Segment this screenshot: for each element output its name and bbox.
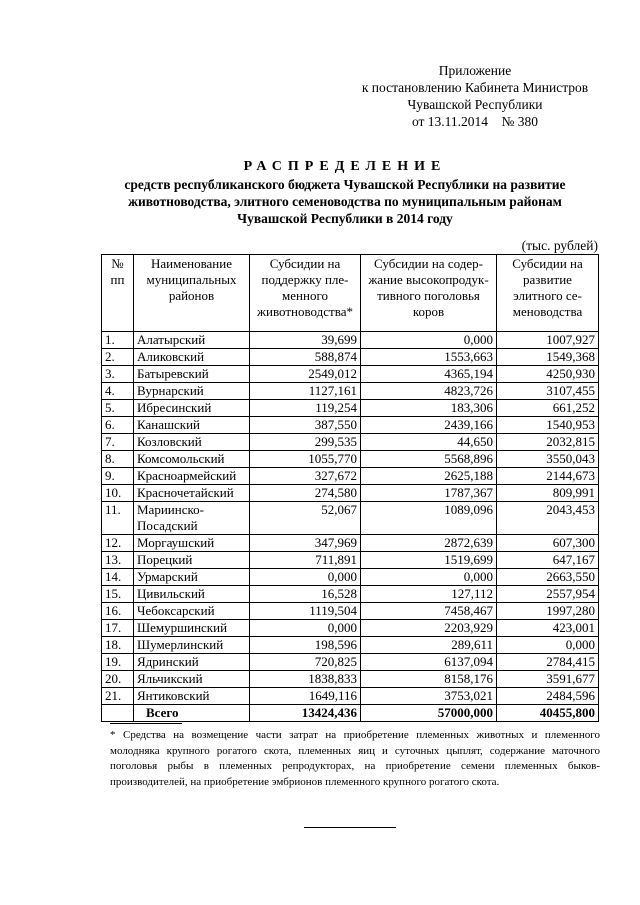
cows-subsidy: 0,000: [361, 569, 497, 586]
cows-subsidy: 6137,094: [361, 654, 497, 671]
district-name: Батыревский: [134, 366, 250, 383]
cows-subsidy: 2872,639: [361, 535, 497, 552]
district-name: Аликовский: [134, 349, 250, 366]
district-name: Цивильский: [134, 586, 250, 603]
table-row: [102, 383, 599, 400]
title-line-1: средств республиканского бюджета Чувашской Республики на развитие: [124, 177, 566, 192]
district-name: Канашский: [134, 417, 250, 434]
row-number: 4.: [102, 383, 134, 400]
district-name: Чебоксарский: [134, 603, 250, 620]
breeding-subsidy: 0,000: [250, 569, 361, 586]
table-row: [102, 535, 599, 552]
cows-subsidy: 0,000: [361, 332, 497, 349]
footnote: * Средства на возмещение части затрат на приобретение племенных животных и племенного молодняка крупного рогатого скота, племенных яиц и суточных цыплят, содержание маточного поголовья рыбы в племенных репродукторах, на приобретение семени племенных быков-производителей, на приобретение эмбрионов племенного крупного рогатого скота.: [110, 729, 600, 788]
breeding-subsidy: 198,596: [250, 637, 361, 654]
table-total-row: [102, 705, 599, 722]
seed-subsidy: 2043,453: [497, 502, 599, 535]
breeding-subsidy: 2549,012: [250, 366, 361, 383]
breeding-subsidy: 1649,116: [250, 688, 361, 705]
table-row: [102, 485, 599, 502]
table-row: [102, 349, 599, 366]
row-number: 5.: [102, 400, 134, 417]
table-row: [102, 688, 599, 705]
units-label: (тыс. рублей): [521, 238, 598, 253]
table-row: [102, 620, 599, 637]
breeding-subsidy: 1838,833: [250, 671, 361, 688]
district-name: Ядринский: [134, 654, 250, 671]
cows-subsidy: 1553,663: [361, 349, 497, 366]
cows-subsidy: 1519,699: [361, 552, 497, 569]
header-col1: [250, 255, 361, 332]
seed-subsidy: 647,167: [497, 552, 599, 569]
end-divider: [304, 827, 396, 828]
breeding-subsidy: 347,969: [250, 535, 361, 552]
breeding-subsidy: 119,254: [250, 400, 361, 417]
row-number: 14.: [102, 569, 134, 586]
cows-subsidy: 5568,896: [361, 451, 497, 468]
appendix-title: Приложение: [438, 63, 512, 78]
district-name: Шемуршинский: [134, 620, 250, 637]
district-name: Ибресинский: [134, 400, 250, 417]
row-number: 18.: [102, 637, 134, 654]
seed-subsidy: 2663,550: [497, 569, 599, 586]
seed-subsidy: 809,991: [497, 485, 599, 502]
header-name-text: Наименование муниципальных районов: [146, 256, 237, 303]
total-empty-cell: [102, 705, 134, 722]
district-name: Яльчикский: [134, 671, 250, 688]
breeding-subsidy: 274,580: [250, 485, 361, 502]
district-name: Янтиковский: [134, 688, 250, 705]
table-row: [102, 569, 599, 586]
row-number: 12.: [102, 535, 134, 552]
cows-subsidy: 127,112: [361, 586, 497, 603]
seed-subsidy: 1997,280: [497, 603, 599, 620]
appendix-republic: Чувашской Республики: [407, 97, 543, 112]
row-number: 13.: [102, 552, 134, 569]
district-name: Козловский: [134, 434, 250, 451]
header-col3-text: Субсидии на развитие элитного се- меноводства: [512, 256, 583, 319]
cows-subsidy: 4365,194: [361, 366, 497, 383]
breeding-subsidy: 1127,161: [250, 383, 361, 400]
table-row: [102, 654, 599, 671]
row-number: 10.: [102, 485, 134, 502]
row-number: 8.: [102, 451, 134, 468]
table-row: [102, 603, 599, 620]
cows-subsidy: 8158,176: [361, 671, 497, 688]
row-number: 11.: [102, 502, 134, 535]
district-name: Комсомольский: [134, 451, 250, 468]
breeding-subsidy: 299,535: [250, 434, 361, 451]
cows-subsidy: 3753,021: [361, 688, 497, 705]
footnote-divider: [110, 723, 182, 724]
seed-subsidy: 2784,415: [497, 654, 599, 671]
header-col3: [497, 255, 599, 332]
cows-subsidy: 4823,726: [361, 383, 497, 400]
appendix-block: [340, 62, 610, 130]
breeding-subsidy: 1119,504: [250, 603, 361, 620]
cows-subsidy: 1787,367: [361, 485, 497, 502]
row-number: 17.: [102, 620, 134, 637]
header-num: [102, 255, 134, 332]
district-name: Моргаушский: [134, 535, 250, 552]
district-name: Шумерлинский: [134, 637, 250, 654]
district-name: Мариинско- Посадский: [134, 502, 250, 535]
row-number: 9.: [102, 468, 134, 485]
seed-subsidy: 1007,927: [497, 332, 599, 349]
cows-subsidy: 2625,188: [361, 468, 497, 485]
table-row: [102, 332, 599, 349]
table-row: [102, 671, 599, 688]
seed-subsidy: 1549,368: [497, 349, 599, 366]
cows-subsidy: 44,650: [361, 434, 497, 451]
seed-subsidy: 661,252: [497, 400, 599, 417]
district-name: Урмарский: [134, 569, 250, 586]
row-number: 1.: [102, 332, 134, 349]
breeding-subsidy: 711,891: [250, 552, 361, 569]
header-col2: [361, 255, 497, 332]
row-number: 15.: [102, 586, 134, 603]
district-name: Алатырский: [134, 332, 250, 349]
header-col1-text: Субсидии на поддержку пле- менного животноводства*: [257, 256, 353, 319]
cows-subsidy: 2439,166: [361, 417, 497, 434]
seed-subsidy: 3591,677: [497, 671, 599, 688]
district-name: Порецкий: [134, 552, 250, 569]
cows-subsidy: 289,611: [361, 637, 497, 654]
table-header-row: [102, 255, 599, 332]
title-main: РАСПРЕДЕЛЕНИЕ: [243, 159, 447, 174]
table-row: [102, 637, 599, 654]
appendix-decree: к постановлению Кабинета Министров: [361, 80, 589, 95]
table-row: [102, 417, 599, 434]
total-seed: 40455,800: [497, 705, 599, 722]
breeding-subsidy: 327,672: [250, 468, 361, 485]
seed-subsidy: 2557,954: [497, 586, 599, 603]
seed-subsidy: 1540,953: [497, 417, 599, 434]
title-line-3: Чувашской Республики в 2014 году: [237, 211, 453, 226]
table-row: [102, 468, 599, 485]
row-number: 19.: [102, 654, 134, 671]
breeding-subsidy: 52,067: [250, 502, 361, 535]
seed-subsidy: 3107,455: [497, 383, 599, 400]
row-number: 6.: [102, 417, 134, 434]
row-number: 2.: [102, 349, 134, 366]
total-cows: 57000,000: [361, 705, 497, 722]
row-number: 7.: [102, 434, 134, 451]
cows-subsidy: 2203,929: [361, 620, 497, 637]
breeding-subsidy: 720,825: [250, 654, 361, 671]
seed-subsidy: 0,000: [497, 637, 599, 654]
table-body: [102, 332, 599, 722]
header-col2-text: Субсидии на содер- жание высокопродук- тивного поголовья коров: [368, 256, 489, 319]
total-breeding: 13424,436: [250, 705, 361, 722]
breeding-subsidy: 387,550: [250, 417, 361, 434]
table-row: [102, 586, 599, 603]
cows-subsidy: 7458,467: [361, 603, 497, 620]
header-name: [134, 255, 250, 332]
seed-subsidy: 423,001: [497, 620, 599, 637]
seed-subsidy: 2484,596: [497, 688, 599, 705]
table-row: [102, 434, 599, 451]
table-row: [102, 451, 599, 468]
table-row: [102, 400, 599, 417]
seed-subsidy: 2144,673: [497, 468, 599, 485]
document-title: [95, 158, 595, 227]
row-number: 21.: [102, 688, 134, 705]
seed-subsidy: 3550,043: [497, 451, 599, 468]
breeding-subsidy: 16,528: [250, 586, 361, 603]
breeding-subsidy: 1055,770: [250, 451, 361, 468]
district-name: Красночетайский: [134, 485, 250, 502]
seed-subsidy: 607,300: [497, 535, 599, 552]
cows-subsidy: 183,306: [361, 400, 497, 417]
table-row: [102, 552, 599, 569]
appendix-date: от 13.11.2014 № 380: [411, 114, 539, 129]
district-name: Вурнарский: [134, 383, 250, 400]
cows-subsidy: 1089,096: [361, 502, 497, 535]
table-row: [102, 366, 599, 383]
row-number: 3.: [102, 366, 134, 383]
district-name: Красноармейский: [134, 468, 250, 485]
breeding-subsidy: 588,874: [250, 349, 361, 366]
seed-subsidy: 4250,930: [497, 366, 599, 383]
row-number: 16.: [102, 603, 134, 620]
seed-subsidy: 2032,815: [497, 434, 599, 451]
total-label: Всего: [134, 705, 250, 722]
breeding-subsidy: 39,699: [250, 332, 361, 349]
header-num-text: № пп: [110, 256, 125, 287]
table-row: [102, 502, 599, 535]
subsidy-table: [101, 254, 599, 722]
title-line-2: животноводства, элитного семеноводства по муниципальным районам: [128, 194, 562, 209]
row-number: 20.: [102, 671, 134, 688]
breeding-subsidy: 0,000: [250, 620, 361, 637]
